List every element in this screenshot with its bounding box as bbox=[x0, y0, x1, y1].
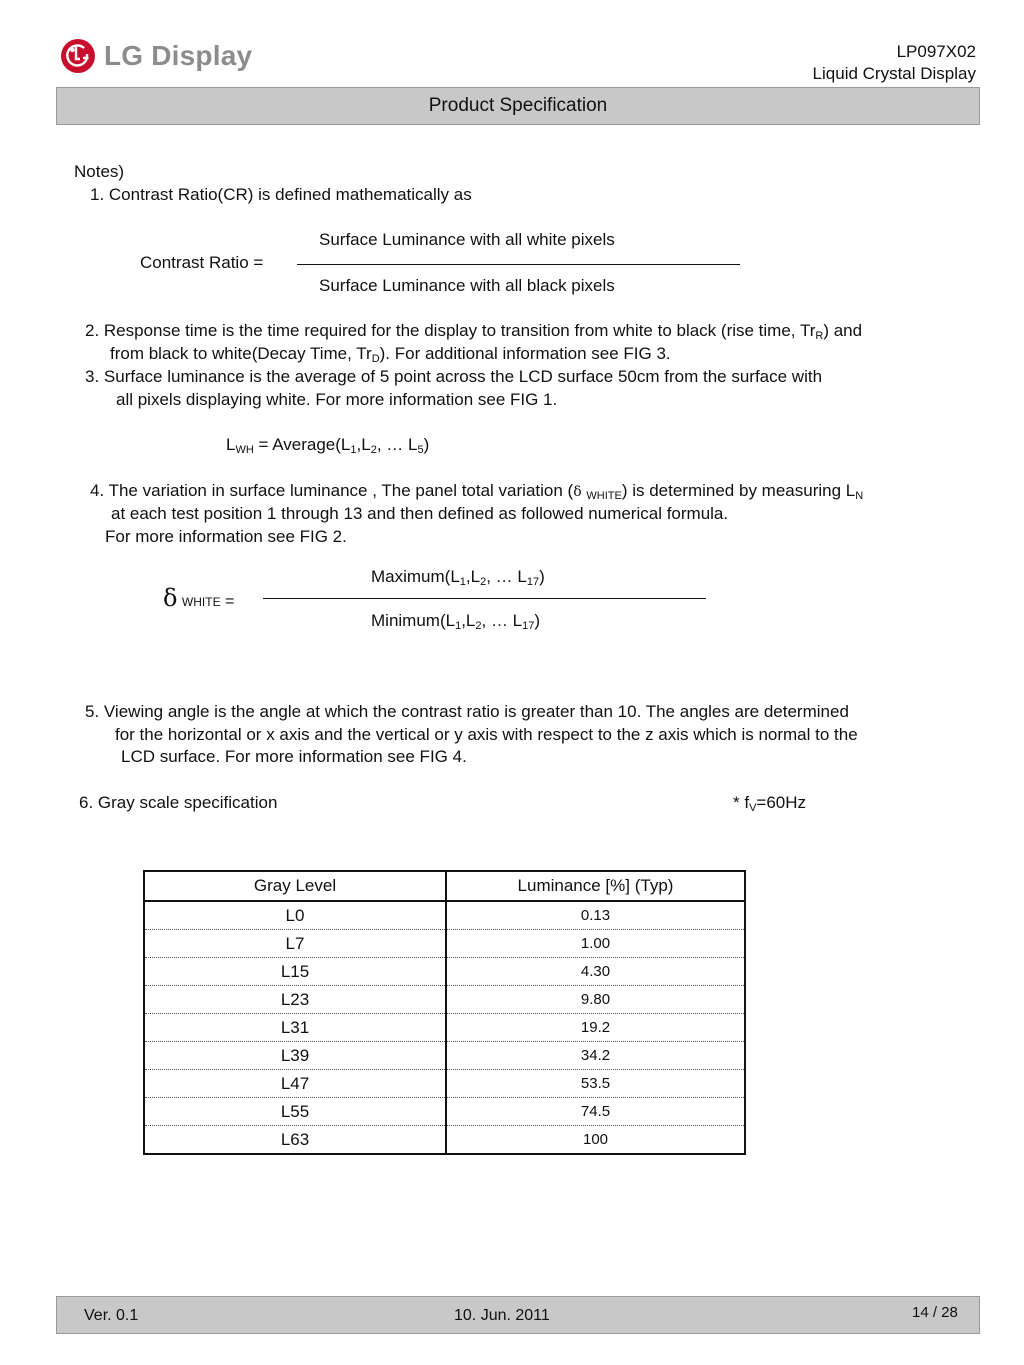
luminance-cell: 34.2 bbox=[446, 1042, 745, 1070]
luminance-cell: 74.5 bbox=[446, 1098, 745, 1126]
luminance-cell: 4.30 bbox=[446, 958, 745, 986]
delta-white-fraction-line bbox=[263, 598, 706, 599]
luminance-cell: 0.13 bbox=[446, 901, 745, 930]
footer-page-number: 14 / 28 bbox=[912, 1304, 958, 1321]
page-title-bar bbox=[56, 87, 980, 125]
notes-heading: Notes) bbox=[74, 162, 125, 181]
delta-white-denominator: $Minimum(L_1,L_2$, … $L_{17}$) bbox=[371, 611, 541, 632]
contrast-ratio-label: Contrast Ratio = bbox=[140, 253, 264, 272]
luminance-cell: 1.00 bbox=[446, 930, 745, 958]
table-header-row bbox=[144, 871, 745, 901]
frame-rate-note: * $f_V=60Hz$ bbox=[733, 793, 807, 814]
table-body bbox=[144, 901, 745, 1154]
footer-version: Ver. 0.1 bbox=[84, 1307, 139, 1324]
delta-white-numerator: $Maximum(L_1,L_2$, … $L_{17}$) bbox=[371, 567, 545, 588]
luminance-cell: 9.80 bbox=[446, 986, 745, 1014]
table-row bbox=[144, 1042, 745, 1070]
gray-level-cell: L47 bbox=[144, 1070, 446, 1098]
table-row bbox=[144, 930, 745, 958]
contrast-ratio-numerator: Surface Luminance with all white pixels bbox=[319, 230, 615, 249]
note-3-line-1: 3. Surface luminance is the average of 5 point across the LCD surface 50cm from the surface with bbox=[85, 367, 823, 386]
table-row bbox=[144, 1126, 745, 1155]
note-4-line-2: at each test position 1 through 13 and then defined as followed numerical formula. bbox=[111, 504, 729, 523]
gray-level-cell: L31 bbox=[144, 1014, 446, 1042]
lg-display-logo bbox=[60, 36, 252, 76]
footer-date: 10. Jun. 2011 bbox=[454, 1307, 550, 1324]
column-header-gray-level: Gray Level bbox=[144, 871, 446, 901]
table-row bbox=[144, 1098, 745, 1126]
gray-level-cell: L15 bbox=[144, 958, 446, 986]
table-row bbox=[144, 1070, 745, 1098]
product-type: Liquid Crystal Display bbox=[812, 64, 976, 83]
note-4-line-1: 4. The variation in surface luminance , The panel total variation (δ $_{WHITE}$) is determined by measuring $L_N$ bbox=[90, 481, 864, 502]
note-6: 6. Gray scale specification bbox=[79, 793, 278, 812]
note-5-line-1: 5. Viewing angle is the angle at which the contrast ratio is greater than 10. The angles are determined bbox=[85, 702, 849, 721]
column-header-luminance: Luminance [%] (Typ) bbox=[446, 871, 745, 901]
luminance-cell: 100 bbox=[582, 1131, 609, 1148]
document-id bbox=[813, 41, 976, 85]
note-2-line-2: from black to white(Decay Time, $Tr_D$). For additional information see FIG 3. bbox=[110, 344, 671, 365]
page-title: Product Specification bbox=[428, 95, 608, 116]
model-number: LP097X02 bbox=[896, 42, 976, 61]
table-row bbox=[144, 901, 745, 930]
note-5-line-3: LCD surface. For more information see FIG 4. bbox=[121, 747, 467, 766]
luminance-cell: 53.5 bbox=[446, 1070, 745, 1098]
note-5-line-2: for the horizontal or x axis and the vertical or y axis with respect to the z axis which is normal to the bbox=[115, 725, 858, 744]
luminance-cell: 19.2 bbox=[446, 1014, 745, 1042]
table-row bbox=[144, 958, 745, 986]
logo-text: LG Display bbox=[104, 40, 253, 71]
contrast-ratio-denominator: Surface Luminance with all black pixels bbox=[319, 276, 615, 295]
note-3-line-2: all pixels displaying white. For more information see FIG 1. bbox=[116, 390, 558, 409]
gray-level-cell: L7 bbox=[144, 930, 446, 958]
note-1: 1. Contrast Ratio(CR) is defined mathematically as bbox=[90, 185, 472, 204]
delta-white-label: δ WHITE = bbox=[163, 584, 235, 612]
contrast-ratio-fraction-line bbox=[297, 264, 740, 265]
lwh-formula: $L_{WH}$ = $Average(L_1,L_2$, … $L_5$) bbox=[226, 435, 430, 456]
gray-level-cell: L39 bbox=[144, 1042, 446, 1070]
gray-level-cell: L55 bbox=[144, 1098, 446, 1126]
table-row bbox=[144, 986, 745, 1014]
table-row bbox=[144, 1014, 745, 1042]
gray-scale-table bbox=[143, 870, 746, 1155]
note-2-line-1: 2. Response time is the time required for the display to transition from white to black (rise time, $Tr_R$) and bbox=[85, 321, 863, 342]
note-4-line-3: For more information see FIG 2. bbox=[105, 527, 347, 546]
lg-face-icon bbox=[60, 38, 96, 74]
gray-level-cell: L63 bbox=[144, 1126, 446, 1155]
gray-level-cell: L0 bbox=[144, 901, 446, 930]
gray-level-cell: L23 bbox=[144, 986, 446, 1014]
